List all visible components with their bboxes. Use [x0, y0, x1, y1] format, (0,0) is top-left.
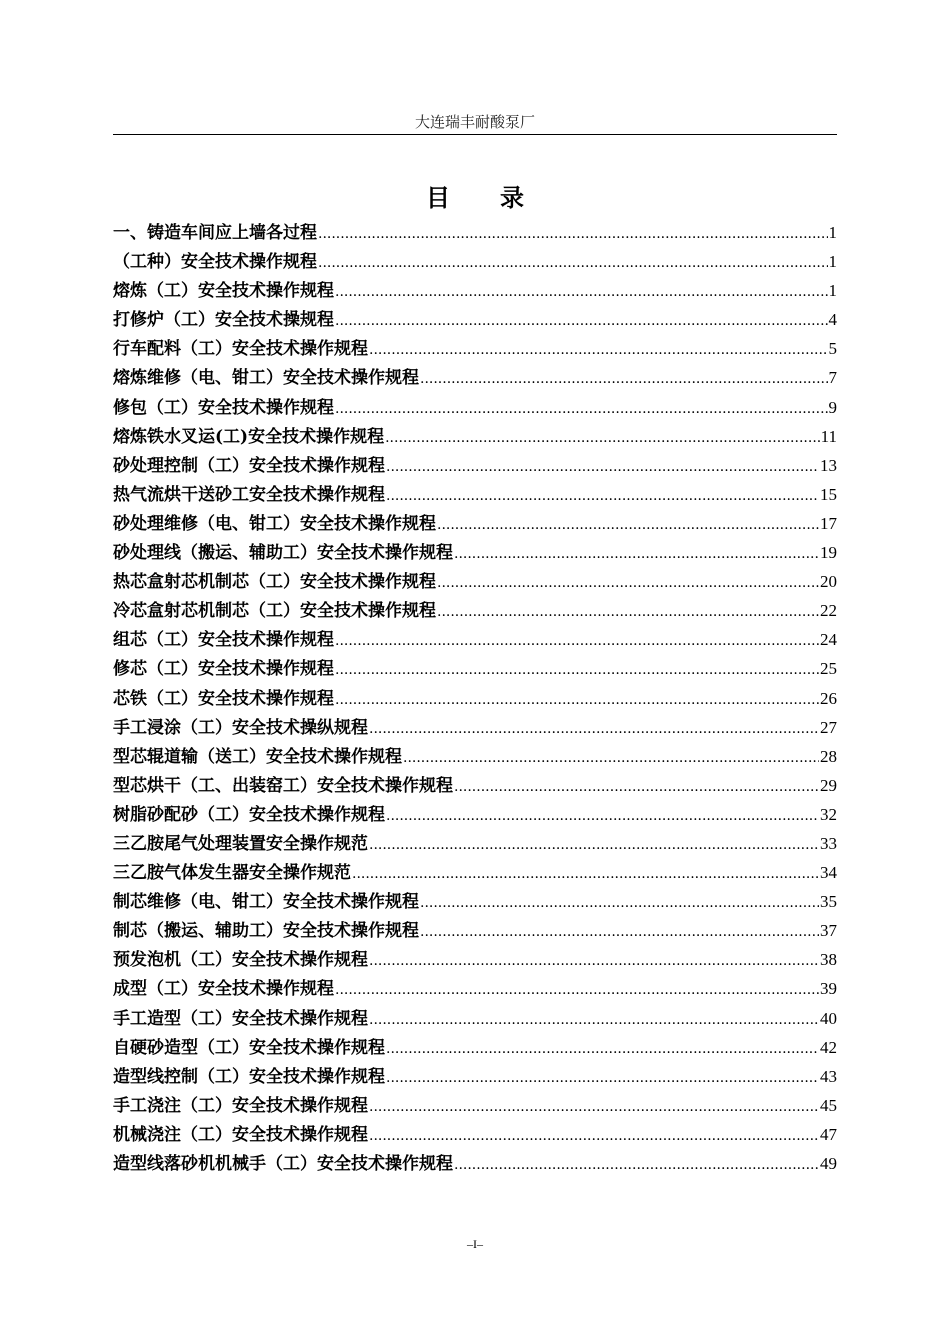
toc-dot-leader — [437, 598, 819, 627]
toc-entry[interactable] — [113, 509, 837, 538]
toc-entry-page: 37 — [820, 921, 837, 941]
toc-entry[interactable] — [113, 276, 837, 305]
toc-entry-page: 25 — [820, 659, 837, 679]
toc-dot-leader — [335, 307, 828, 336]
toc-dot-leader — [335, 656, 819, 685]
toc-entry-title: 砂处理控制（工）安全技术操作规程 — [113, 455, 385, 476]
toc-entry-page: 15 — [820, 484, 837, 504]
toc-entry-title: 熔炼维修（电、钳工）安全技术操作规程 — [113, 368, 419, 389]
toc-entry[interactable] — [113, 1062, 837, 1091]
toc-entry-title: 手工浇注（工）安全技术操作规程 — [113, 1095, 368, 1116]
toc-entry-page: 27 — [820, 717, 837, 737]
toc-entry-title: 组芯（工）安全技术操作规程 — [113, 630, 334, 651]
toc-entry[interactable] — [113, 974, 837, 1003]
toc-dot-leader — [369, 1093, 819, 1122]
toc-entry[interactable] — [113, 916, 837, 945]
toc-entry[interactable] — [113, 1149, 837, 1178]
toc-entry[interactable] — [113, 771, 837, 800]
toc-entry-title: 砂处理维修（电、钳工）安全技术操作规程 — [113, 513, 436, 534]
toc-entry-title: 造型线落砂机机械手（工）安全技术操作规程 — [113, 1154, 453, 1174]
toc-entry[interactable] — [113, 218, 837, 247]
toc-dot-leader — [386, 453, 819, 482]
toc-entry-page: 22 — [820, 601, 837, 621]
toc-entry-title: 成型（工）安全技术操作规程 — [113, 979, 334, 1000]
toc-entry-page: 47 — [820, 1124, 837, 1144]
toc-dot-leader — [318, 220, 828, 249]
toc-entry-title: 修芯（工）安全技术操作规程 — [113, 659, 334, 680]
toc-dot-leader — [318, 249, 828, 278]
toc-entry[interactable] — [113, 684, 837, 713]
page-header: 大连瑞丰耐酸泵厂 — [113, 112, 837, 135]
toc-dot-leader — [385, 424, 820, 453]
toc-dot-leader — [352, 860, 819, 889]
toc-entry-title: 一、铸造车间应上墙各过程 — [113, 223, 317, 243]
toc-entry-title: 芯铁（工）安全技术操作规程 — [113, 688, 334, 709]
toc-entry-page: 39 — [820, 979, 837, 999]
toc-entry-title: 热芯盒射芯机制芯（工）安全技术操作规程 — [113, 572, 436, 593]
toc-entry-page: 28 — [820, 746, 837, 766]
toc-entry-page: 17 — [820, 513, 837, 533]
toc-entry-page: 33 — [820, 833, 837, 853]
toc-entry[interactable] — [113, 625, 837, 654]
toc-entry-title: 熔炼（工）安全技术操作规程 — [113, 281, 334, 302]
toc-entry-page: 4 — [828, 310, 837, 330]
toc-entry[interactable] — [113, 422, 837, 451]
toc-dot-leader — [403, 744, 819, 773]
toc-dot-leader — [420, 918, 819, 947]
toc-dot-leader — [454, 1151, 819, 1180]
toc-dot-leader — [369, 336, 828, 365]
toc-entry-title: 型芯辊道输（送工）安全技术操作规程 — [113, 746, 402, 767]
toc-entry-page: 9 — [828, 397, 837, 417]
toc-entry[interactable] — [113, 713, 837, 742]
toc-entry-page: 7 — [828, 368, 837, 388]
toc-entry-title: 手工浸涂（工）安全技术操纵规程 — [113, 717, 368, 738]
toc-entry-page: 1 — [828, 252, 837, 272]
toc-entry-page: 1 — [828, 223, 837, 242]
toc-entry[interactable] — [113, 1004, 837, 1033]
toc-dot-leader — [335, 686, 819, 715]
toc-entry-title: （工种）安全技术操作规程 — [113, 252, 317, 273]
toc-dot-leader — [386, 1035, 819, 1064]
toc-entry-page: 49 — [820, 1154, 837, 1173]
toc-entry[interactable] — [113, 742, 837, 771]
toc-dot-leader — [386, 802, 819, 831]
toc-dot-leader — [335, 278, 828, 307]
toc-entry-page: 29 — [820, 775, 837, 795]
toc-entry[interactable] — [113, 858, 837, 887]
toc-entry-page: 45 — [820, 1095, 837, 1115]
toc-dot-leader — [454, 540, 819, 569]
toc-entry-title: 树脂砂配砂（工）安全技术操作规程 — [113, 804, 385, 825]
toc-entry[interactable] — [113, 1033, 837, 1062]
toc-dot-leader — [369, 831, 819, 860]
toc-entry-title: 冷芯盒射芯机制芯（工）安全技术操作规程 — [113, 601, 436, 622]
toc-dot-leader — [369, 1122, 819, 1151]
toc-dot-leader — [437, 569, 819, 598]
toc-entry-page: 11 — [820, 426, 837, 446]
toc-entry[interactable] — [113, 334, 837, 363]
toc-entry-title: 行车配料（工）安全技术操作规程 — [113, 339, 368, 360]
toc-dot-leader — [369, 1006, 819, 1035]
toc-dot-leader — [335, 976, 819, 1005]
toc-entry-title: 造型线控制（工）安全技术操作规程 — [113, 1066, 385, 1087]
toc-entry[interactable] — [113, 800, 837, 829]
toc-entry-page: 40 — [820, 1008, 837, 1028]
toc-title: 目录 — [426, 183, 574, 212]
page-footer-number: –I– — [467, 1237, 483, 1251]
toc-entry-title: 制芯（搬运、辅助工）安全技术操作规程 — [113, 921, 419, 942]
toc-entry[interactable] — [113, 596, 837, 625]
toc-entry-page: 35 — [820, 892, 837, 912]
toc-entry-page: 32 — [820, 804, 837, 824]
toc-entry[interactable] — [113, 480, 837, 509]
toc-entry[interactable] — [113, 305, 837, 334]
toc-dot-leader — [369, 947, 819, 976]
toc-entry-page: 26 — [820, 688, 837, 708]
toc-entry-page: 1 — [828, 281, 837, 301]
toc-entry[interactable] — [113, 538, 837, 567]
toc-entry-title: 自硬砂造型（工）安全技术操作规程 — [113, 1037, 385, 1058]
toc-dot-leader — [420, 889, 819, 918]
toc-entry-title: 手工造型（工）安全技术操作规程 — [113, 1008, 368, 1029]
toc-dot-leader — [437, 511, 819, 540]
toc-entry-title: 制芯维修（电、钳工）安全技术操作规程 — [113, 892, 419, 913]
toc-entry[interactable] — [113, 363, 837, 392]
toc-entry[interactable] — [113, 887, 837, 916]
toc-entry-title: 机械浇注（工）安全技术操作规程 — [113, 1124, 368, 1145]
table-of-contents — [113, 218, 837, 1178]
toc-dot-leader — [369, 715, 819, 744]
toc-entry-title: 修包（工）安全技术操作规程 — [113, 397, 334, 418]
toc-entry-page: 43 — [820, 1066, 837, 1086]
toc-entry[interactable] — [113, 829, 837, 858]
toc-entry[interactable] — [113, 945, 837, 974]
toc-entry[interactable] — [113, 451, 837, 480]
toc-entry[interactable] — [113, 247, 837, 276]
toc-entry[interactable] — [113, 1091, 837, 1120]
toc-entry-title: 型芯烘干（工、出装窑工）安全技术操作规程 — [113, 775, 453, 796]
toc-entry[interactable] — [113, 1120, 837, 1149]
toc-entry-page: 24 — [820, 630, 837, 650]
toc-dot-leader — [454, 773, 819, 802]
toc-entry[interactable] — [113, 393, 837, 422]
toc-entry-page: 34 — [820, 863, 837, 883]
toc-entry-page: 20 — [820, 572, 837, 592]
toc-dot-leader — [386, 1064, 819, 1093]
toc-dot-leader — [420, 365, 828, 394]
toc-entry-title: 砂处理线（搬运、辅助工）安全技术操作规程 — [113, 543, 453, 564]
toc-entry-title: 热气流烘干送砂工安全技术操作规程 — [113, 484, 385, 505]
toc-dot-leader — [335, 395, 828, 424]
toc-entry-page: 38 — [820, 950, 837, 970]
toc-entry-page: 42 — [820, 1037, 837, 1057]
toc-entry-title: 预发泡机（工）安全技术操作规程 — [113, 950, 368, 971]
toc-dot-leader — [335, 627, 819, 656]
toc-entry[interactable] — [113, 567, 837, 596]
toc-entry-page: 19 — [820, 543, 837, 563]
toc-entry-title: 三乙胺尾气处理装置安全操作规范 — [113, 833, 368, 854]
toc-entry-page: 5 — [828, 339, 837, 359]
toc-dot-leader — [386, 482, 819, 511]
toc-entry[interactable] — [113, 654, 837, 683]
toc-entry-title: 熔炼铁水叉运(工)安全技术操作规程 — [113, 426, 385, 447]
toc-entry-page: 13 — [820, 455, 837, 475]
toc-entry-title: 三乙胺气体发生器安全操作规范 — [113, 863, 351, 884]
toc-entry-title: 打修炉（工）安全技术操规程 — [113, 310, 334, 331]
